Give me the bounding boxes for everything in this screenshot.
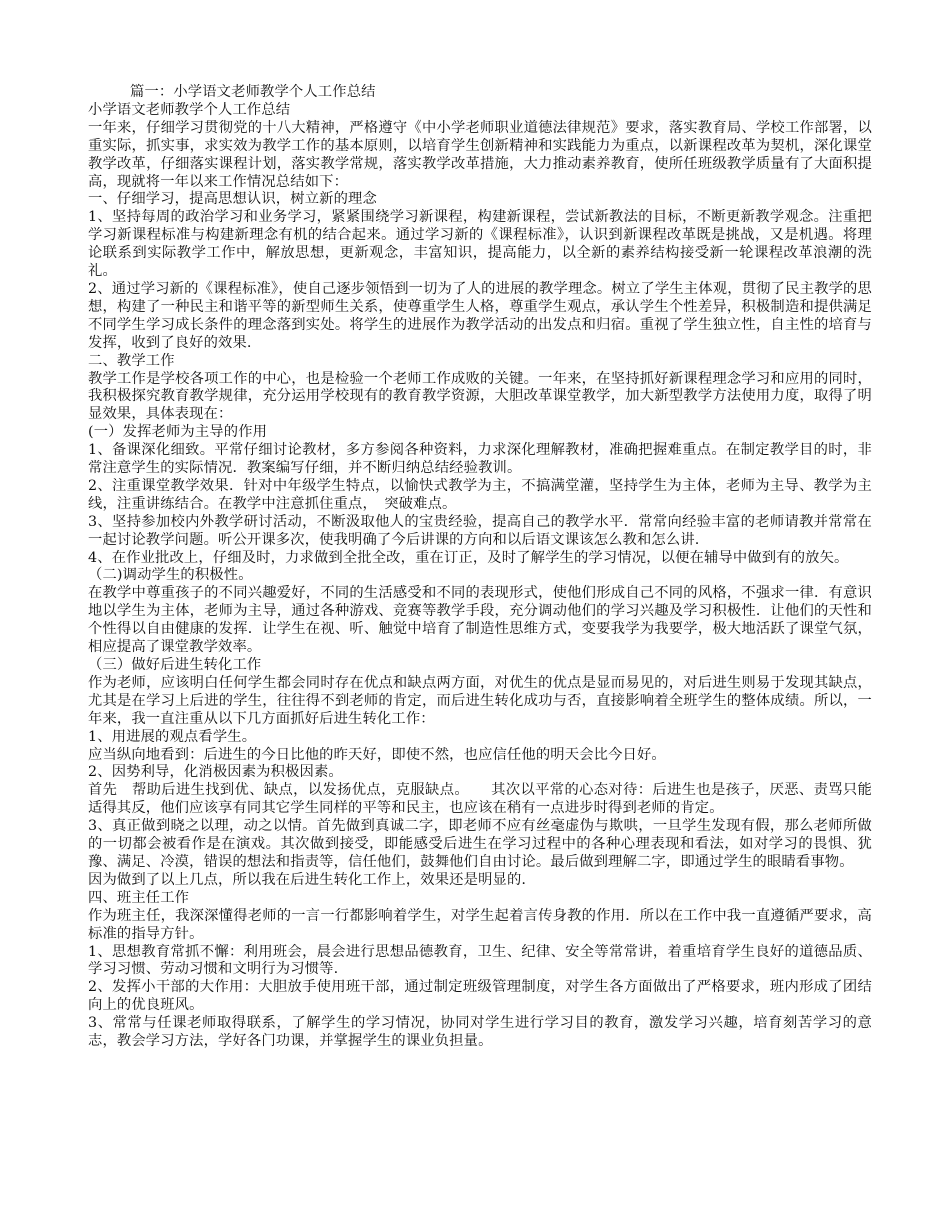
paragraph: 2、通过学习新的《课程标准》，使自己逐步领悟到一切为了人的进展的教学理念。树立了学生主体观，贯彻了民主教学的思想，构建了一种民主和谐平等的新型师生关系，使尊重学生人格，尊重学生观点，承认学生个性差异，积极制造和提供满足不同学生学习成长条件的理念落到实处。将学生的进展作为教学活动的出发点和归宿。重视了学生独立性，自主性的培育与发挥，收到了良好的效果. bbox=[88, 280, 872, 351]
subsection-heading: （二)调动学生的积极性。 bbox=[88, 567, 253, 584]
paragraph: 2、因势利导，化消极因素为积极因素。 bbox=[88, 764, 343, 781]
paragraph: 1、思想教育常抓不懈：利用班会，晨会进行思想品德教育，卫生、纪律、安全等常常讲，着重培育学生良好的道德品质、学习习惯、劳动习惯和文明行为习惯等. bbox=[88, 943, 872, 978]
paragraph: 4、在作业批改上，仔细及时，力求做到全批全改，重在订正，及时了解学生的学习情况，以便在辅导中做到有的放矢。 bbox=[88, 549, 849, 566]
section-heading: 一、仔细学习，提高思想认识，树立新的理念 bbox=[88, 191, 377, 208]
paragraph: 1、备课深化细致。平常仔细讨论教材，多方参阅各种资料，力求深化理解教材，准确把握难重点。在制定教学目的时，非常注意学生的实际情况．教案编写仔细，并不断归纳总结经验教训。 bbox=[88, 442, 872, 477]
paragraph: 在教学中尊重孩子的不同兴趣爱好，不同的生活感受和不同的表现形式，使他们形成自己不同的风格，不强求一律．有意识地以学生为主体，老师为主导，通过各种游戏、竞赛等教学手段，充分调动他们的学习兴趣及学习积极性．让他们的天性和个性得以自由健康的发挥．让学生在视、听、触觉中培育了制造性思维方式，变要我学为我要学，极大地活跃了课堂气氛，相应提高了课堂教学效率。 bbox=[88, 585, 872, 656]
paragraph: 作为老师，应该明白任何学生都会同时存在优点和缺点两方面，对优生的优点是显而易见的，对后进生则易于发现其缺点，尤其是在学习上后进的学生，往往得不到老师的肯定，而后进生转化成功与否，直接影响着全班学生的整体成绩。所以，一年来，我一直注重从以下几方面抓好后进生转化工作： bbox=[88, 674, 872, 727]
paragraph: 教学工作是学校各项工作的中心，也是检验一个老师工作成败的关键。一年来，在坚持抓好新课程理念学习和应用的同时，我积极探究教育教学规律，充分运用学校现有的教育教学资源，大胆改革课堂教学，加大新型教学方法使用力度，取得了明显效果，具体表现在： bbox=[88, 370, 872, 423]
document-body bbox=[88, 84, 872, 1051]
paragraph: 1、坚持每周的政治学习和业务学习，紧紧围绕学习新课程，构建新课程，尝试新教法的目标，不断更新教学观念。注重把学习新课程标准与构建新理念有机的结合起来。通过学习新的《课程标准》，认识到新课程改革既是挑战，又是机遇。将理论联系到实际教学工作中，解放思想，更新观念，丰富知识，提高能力，以全新的素养结构接受新一轮课程改革浪潮的洗礼。 bbox=[88, 209, 872, 280]
section-heading: 四、班主任工作 bbox=[88, 889, 190, 906]
document-title: 小学语文老师教学个人工作总结 bbox=[88, 101, 291, 118]
section-heading: 二、教学工作 bbox=[88, 352, 175, 369]
paragraph: 首先 帮助后进生找到优、缺点，以发扬优点，克服缺点。 其次以平常的心态对待：后进生也是孩子，厌恶、责骂只能适得其反，他们应该享有同其它学生同样的平等和民主，也应该在稍有一点进步时得到老师的肯定。 bbox=[88, 782, 872, 817]
subsection-heading: （三）做好后进生转化工作 bbox=[88, 657, 262, 673]
paragraph: 2、注重课堂教学效果．针对中年级学生特点，以愉快式教学为主，不搞满堂灌，坚持学生为主体，老师为主导、教学为主线，注重讲练结合。在教学中注意抓住重点， 突破难点。 bbox=[88, 477, 872, 512]
subsection-heading: (一）发挥老师为主导的作用 bbox=[88, 424, 268, 441]
document-heading: 篇一：小学语文老师教学个人工作总结 bbox=[130, 84, 376, 100]
paragraph: 3、常常与任课老师取得联系，了解学生的学习情况，协同对学生进行学习目的教育，激发学习兴趣，培育刻苦学习的意志，教会学习方法，学好各门功课，并掌握学生的课业负担量。 bbox=[88, 1015, 872, 1050]
paragraph: 应当纵向地看到：后进生的今日比他的昨天好，即使不然，也应信任他的明天会比今日好。 bbox=[88, 746, 666, 763]
paragraph: 2、发挥小干部的大作用：大胆放手使用班干部，通过制定班级管理制度，对学生各方面做出了严格要求，班内形成了团结向上的优良班风。 bbox=[88, 979, 872, 1014]
paragraph: 3、真正做到晓之以理，动之以情。首先做到真诚二字，即老师不应有丝毫虚伪与欺哄，一旦学生发现有假，那么老师所做的一切都会被看作是在演戏。其次做到接受，即能感受后进生在学习过程中的各种心理表现和看法，如对学习的畏惧、犹豫、满足、冷漠，错误的想法和指责等，信任他们，鼓舞他们自由讨论。最后做到理解二字，即通过学生的眼睛看事物。 bbox=[88, 818, 872, 870]
paragraph: 3、坚持参加校内外教学研讨活动，不断汲取他人的宝贵经验，提高自己的教学水平．常常向经验丰富的老师请教并常常在一起讨论教学问题。听公开课多次，使我明确了今后讲课的方向和以后语文课该怎么教和怎么讲. bbox=[88, 513, 872, 548]
paragraph-intro: 一年来，仔细学习贯彻党的十八大精神，严格遵守《中小学老师职业道德法律规范》要求，落实教育局、学校工作部署，以重实际，抓实事，求实效为教学工作的基本原则，以培育学生创新精神和实践能力为重点，以新课程改革为契机，深化课堂教学改革，仔细落实课程计划，落实教学常规，落实教学改革措施，大力推动素养教育，使所任班级教学质量有了大面积提高，现就将一年以来工作情况总结如下： bbox=[88, 119, 872, 190]
paragraph: 因为做到了以上几点，所以我在后进生转化工作上，效果还是明显的. bbox=[88, 871, 527, 888]
paragraph: 作为班主任，我深深懂得老师的一言一行都影响着学生，对学生起着言传身教的作用．所以在工作中我一直遵循严要求，高标准的指导方针。 bbox=[88, 907, 872, 942]
paragraph: 1、用进展的观点看学生。 bbox=[88, 728, 257, 745]
